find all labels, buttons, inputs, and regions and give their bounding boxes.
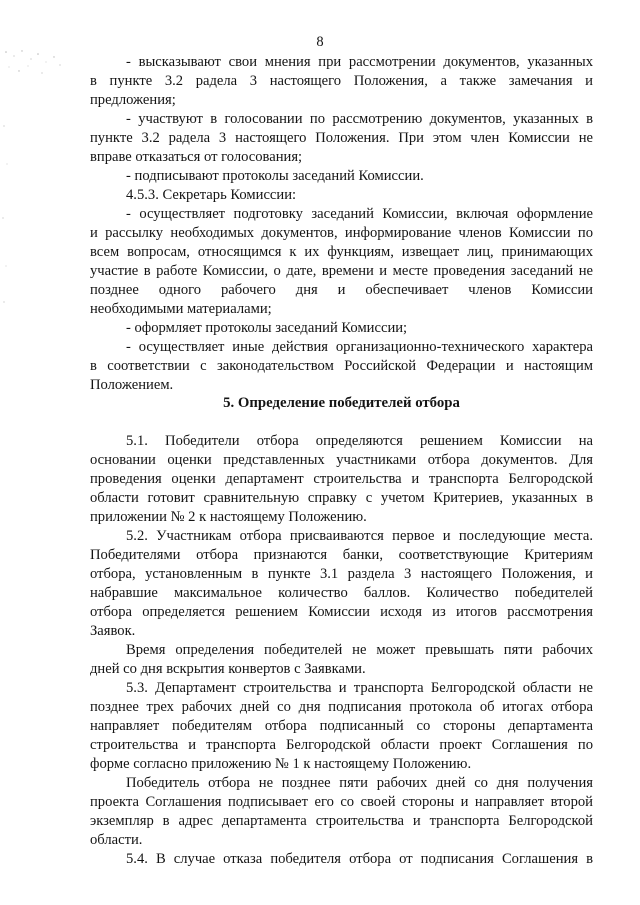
text-line: приложении № 2 к настоящему Положению.: [90, 509, 367, 525]
text-line: 5.3. Департамент строительства и транспорта Белгородской области не: [126, 680, 593, 696]
text-line: области.: [90, 832, 143, 848]
text-line: дней со дня вскрытия конвертов с Заявками.: [90, 661, 366, 677]
text-line: проведения оценки департамент строительства и транспорта Белгородской: [90, 471, 593, 487]
text-line: направляет победителям отбора подписанный со стороны департамента: [90, 718, 593, 734]
text-line: - подписывают протоколы заседаний Комиссии.: [126, 168, 424, 184]
text-line: Время определения победителей не может превышать пяти рабочих: [126, 642, 593, 658]
text-line: Победитель отбора не позднее пяти рабочих дней со дня получения: [126, 775, 593, 791]
text-line: набравшие максимальное количество баллов. Количество победителей: [90, 585, 593, 601]
text-line: - осуществляет иные действия организационно-технического характера: [126, 339, 593, 355]
page-number: 8: [316, 34, 324, 50]
text-line: вправе отказаться от голосования;: [90, 149, 303, 165]
text-line: пункте 3.2 радела 3 настоящего Положения. При этом член Комиссии не: [90, 130, 593, 146]
text-line: Положением.: [90, 377, 174, 393]
text-line: - оформляет протоколы заседаний Комиссии;: [126, 320, 408, 336]
text-line: - высказывают свои мнения при рассмотрении документов, указанных: [126, 54, 593, 70]
text-line: области готовит сравнительную справку с учетом Критериев, указанных в: [90, 490, 593, 506]
text-line: строительства и транспорта Белгородской области проект Соглашения по: [90, 737, 593, 753]
text-line: отбора определяется решением Комиссии исходя из итогов рассмотрения: [90, 604, 593, 620]
text-line: проекта Соглашения подписывает его со своей стороны и направляет второй: [90, 794, 593, 810]
text-line: в соответствии с законодательством Российской Федерации и настоящим: [90, 358, 593, 374]
text-line: - участвуют в голосовании по рассмотрению документов, указанных в: [126, 111, 593, 127]
text-line: участие в работе Комиссии, о дате, времени и месте проведения заседаний не: [90, 263, 593, 279]
text-line: 4.5.3. Секретарь Комиссии:: [126, 187, 297, 203]
scan-artifact: [0, 40, 70, 340]
text-line: Заявок.: [90, 623, 136, 639]
text-line: необходимыми материалами;: [90, 301, 272, 317]
text-line: 5.4. В случае отказа победителя отбора от подписания Соглашения в: [126, 851, 593, 867]
text-line: Победителями отбора признаются банки, соответствующие Критериям: [90, 547, 593, 563]
section-heading: 5. Определение победителей отбора: [223, 395, 460, 411]
text-line: - осуществляет подготовку заседаний Комиссии, включая оформление: [126, 206, 593, 222]
text-line: 5.2. Участникам отбора присваиваются первое и последующие места.: [126, 528, 593, 544]
text-line: форме согласно приложению № 1 к настоящему Положению.: [90, 756, 472, 772]
text-line: предложения;: [90, 92, 176, 108]
text-line: основании оценки представленных участниками отбора документов. Для: [90, 452, 593, 468]
text-line: позднее одного рабочего дня и обеспечивает членов Комиссии: [90, 282, 593, 298]
text-line: 5.1. Победители отбора определяются решением Комиссии на: [126, 433, 593, 449]
text-line: позднее трех рабочих дней со дня подписания протокола об итогах отбора: [90, 699, 593, 715]
text-line: в пункте 3.2 радела 3 настоящего Положения, а также замечания и: [90, 73, 593, 89]
text-line: отбора, установленным в пункте 3.1 раздела 3 настоящего Положения, и: [90, 566, 593, 582]
text-line: всем вопросам, относящимся к их функциям, извещает лиц, принимающих: [90, 244, 593, 260]
text-line: экземпляр в адрес департамента строительства и транспорта Белгородской: [90, 813, 593, 829]
text-line: и рассылку необходимых документов, информирование членов Комиссии по: [90, 225, 593, 241]
